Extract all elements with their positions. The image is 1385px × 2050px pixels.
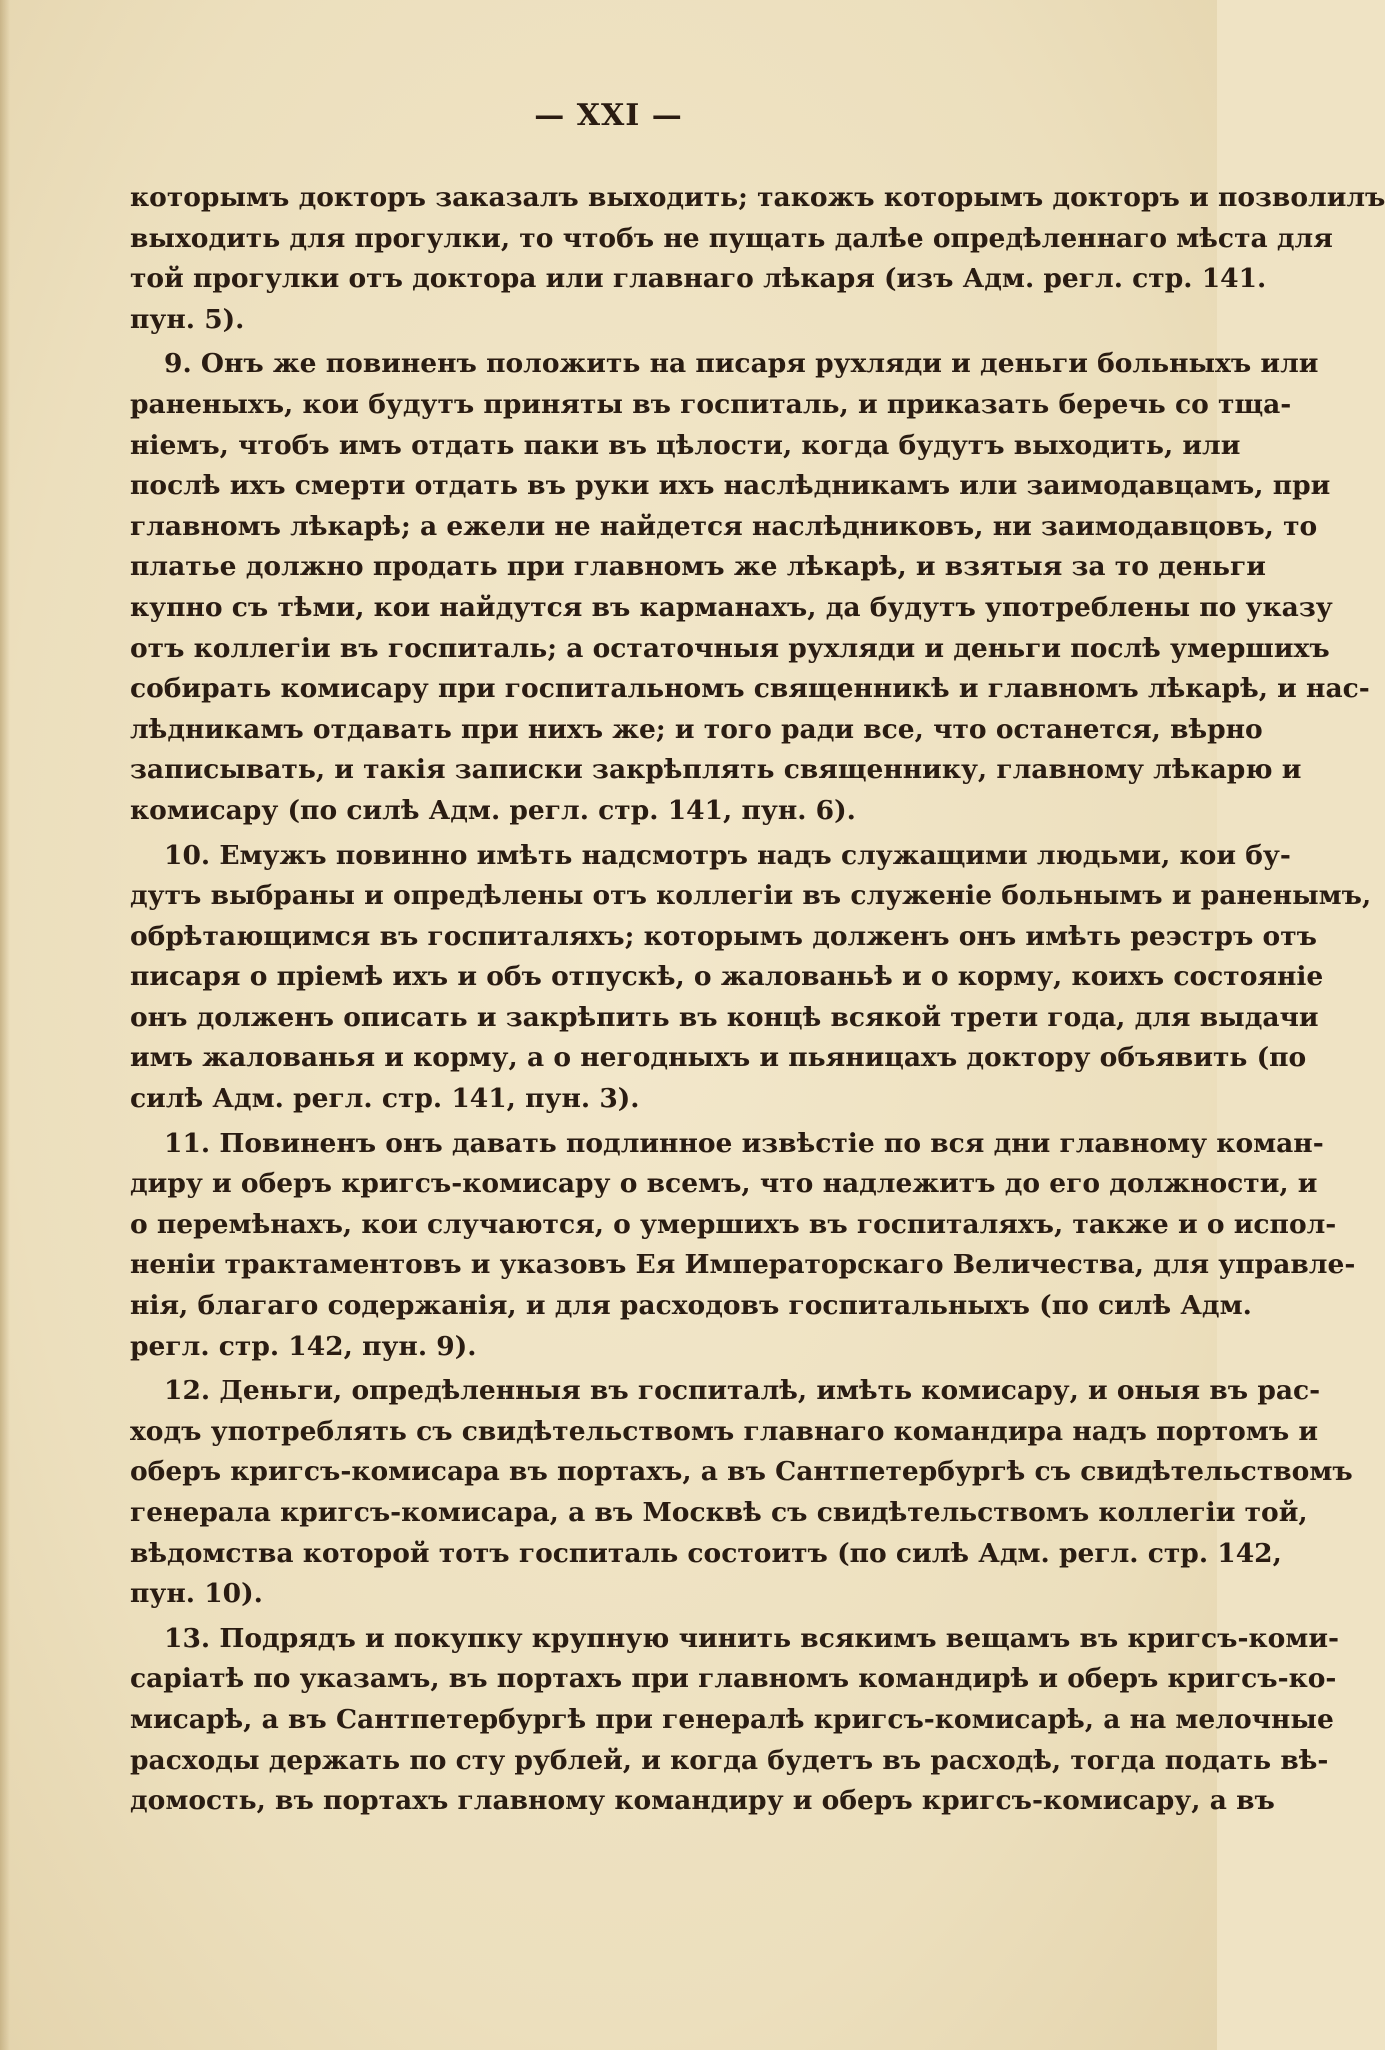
text-line: мисарѣ, а въ Сантпетербургѣ при генералѣ кригсъ-комисарѣ, а на мелочные: [130, 1703, 1334, 1735]
text-line: 11. Повиненъ онъ давать подлинное извѣстіе по вся дни главному коман-: [164, 1127, 1324, 1159]
text-line: саріатѣ по указамъ, въ портахъ при главномъ командирѣ и оберъ кригсъ-ко-: [130, 1663, 1337, 1695]
text-line: дутъ выбраны и опредѣлены отъ коллегіи въ служеніе больнымъ и раненымъ,: [130, 880, 1372, 912]
text-line: платье должно продать при главномъ же лѣкарѣ, и взятыя за то деньги: [130, 551, 1266, 583]
text-line: пун. 5).: [130, 303, 245, 335]
text-line: купно съ тѣми, кои найдутся въ карманахъ, да будутъ употреблены по указу: [130, 591, 1333, 623]
paragraph: [130, 178, 1385, 340]
text-line: о перемѣнахъ, кои случаются, о умершихъ въ госпиталяхъ, также и о испол-: [130, 1208, 1337, 1240]
text-line: лѣдникамъ отдавать при нихъ же; и того ради все, что останется, вѣрно: [130, 713, 1263, 745]
text-line: которымъ докторъ заказалъ выходить; такожъ которымъ докторъ и позволилъ: [130, 182, 1385, 213]
paragraph: [130, 1371, 1353, 1615]
text-line: записывать, и такія записки закрѣплять священнику, главному лѣкарю и: [130, 754, 1302, 786]
text-line: обрѣтающимся въ госпиталяхъ; которымъ долженъ онъ имѣть реэстръ отъ: [130, 920, 1317, 952]
paragraph: [130, 1619, 1339, 1822]
text-line: регл. стр. 142, пун. 9).: [130, 1330, 477, 1362]
text-line: послѣ ихъ смерти отдать въ руки ихъ наслѣдникамъ или заимодавцамъ, при: [130, 470, 1331, 502]
paragraph: [130, 1124, 1356, 1368]
text-line: домость, въ портахъ главному командиру и оберъ кригсъ-комисару, а въ: [130, 1785, 1275, 1817]
text-line: генерала кригсъ-комисара, а въ Москвѣ съ свидѣтельствомъ коллегіи той,: [130, 1497, 1308, 1528]
text-line: силѣ Адм. регл. стр. 141, пун. 3).: [130, 1083, 640, 1115]
text-line: писаря о пріемѣ ихъ и объ отпускѣ, о жалованьѣ и о корму, коихъ состояніе: [130, 961, 1324, 993]
page-edge-shadow: [0, 0, 10, 2050]
text-line: диру и оберъ кригсъ-комисару о всемъ, что надлежитъ до его должности, и: [130, 1168, 1318, 1200]
text-line: оберъ кригсъ-комисара въ портахъ, а въ Сантпетербургѣ съ свидѣтельствомъ: [130, 1456, 1353, 1488]
text-line: 10. Емужъ повинно имѣть надсмотръ надъ служащими людьми, кои бу-: [164, 839, 1291, 871]
paragraph: [130, 344, 1370, 831]
text-line: комисару (по силѣ Адм. регл. стр. 141, пун. 6).: [130, 794, 856, 826]
text-line: выходить для прогулки, то чтобъ не пущать далѣе опредѣленнаго мѣста для: [130, 222, 1333, 254]
text-line: вѣдомства которой тотъ госпиталь состоитъ (по силѣ Адм. регл. стр. 142,: [130, 1537, 1282, 1569]
paragraph: [130, 836, 1372, 1120]
text-line: пун. 10).: [130, 1578, 263, 1610]
text-line: главномъ лѣкарѣ; а ежели не найдется наслѣдниковъ, ни заимодавцовъ, то: [130, 510, 1318, 542]
page-number: — XXI —: [534, 98, 683, 133]
text-line: собирать комисару при госпитальномъ священникѣ и главномъ лѣкарѣ, и нас-: [130, 673, 1370, 705]
text-line: нія, благаго содержанія, и для расходовъ госпитальныхъ (по силѣ Адм.: [130, 1290, 1252, 1322]
text-line: имъ жалованья и корму, а о негодныхъ и пьяницахъ доктору объявить (по: [130, 1042, 1307, 1074]
text-line: ходъ употреблять съ свидѣтельствомъ главнаго командира надъ портомъ и: [130, 1415, 1319, 1447]
text-line: той прогулки отъ доктора или главнаго лѣкаря (изъ Адм. регл. стр. 141.: [130, 263, 1267, 295]
text-line: расходы держать по сту рублей, и когда будетъ въ расходѣ, тогда подать вѣ-: [130, 1744, 1329, 1776]
text-line: ніемъ, чтобъ имъ отдать паки въ цѣлости, когда будутъ выходить, или: [130, 429, 1241, 461]
text-line: онъ долженъ описать и закрѣпить въ концѣ всякой трети года, для выдачи: [130, 1001, 1319, 1033]
text-line: отъ коллегіи въ госпиталь; а остаточныя рухляди и деньги послѣ умершихъ: [130, 632, 1330, 664]
body-text: [130, 178, 1385, 1822]
text-line: 9. Онъ же повиненъ положить на писаря рухляди и деньги больныхъ или: [164, 348, 1319, 380]
text-line: раненыхъ, кои будутъ приняты въ госпиталь, и приказать беречь со тща-: [130, 388, 1292, 420]
text-line: 12. Деньги, опредѣленныя въ госпиталѣ, имѣть комисару, и оныя въ рас-: [164, 1375, 1321, 1407]
text-line: 13. Подрядъ и покупку крупную чинить всякимъ вещамъ въ кригсъ-коми-: [164, 1622, 1339, 1654]
text-line: неніи трактаментовъ и указовъ Ея Императорскаго Величества, для управле-: [130, 1249, 1356, 1281]
